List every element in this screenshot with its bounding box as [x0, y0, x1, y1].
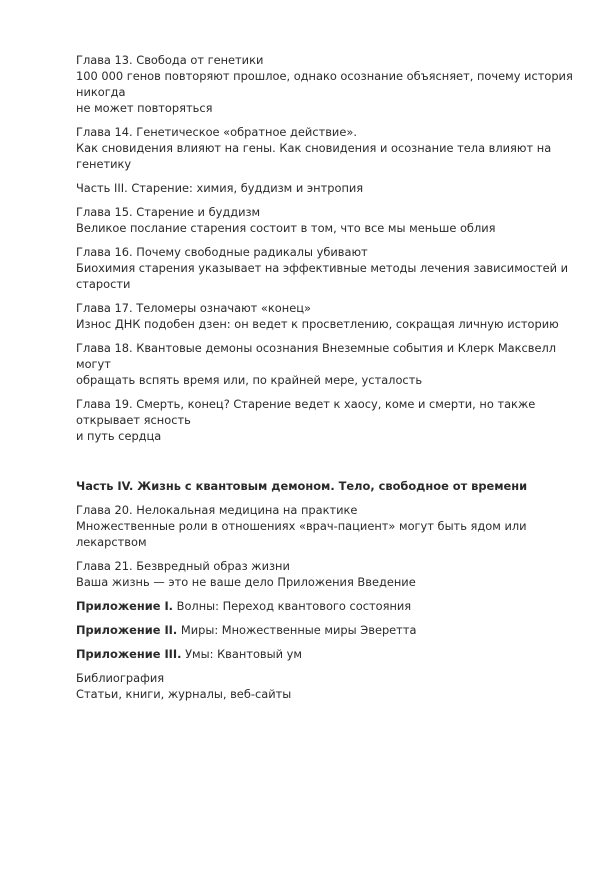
appendix-entry — [76, 646, 582, 662]
appendix-label: Приложение III. — [76, 647, 182, 661]
toc-entry-description: Биохимия старения указывает на эффективные методы лечения зависимостей и старости — [76, 261, 569, 291]
toc-section-part-iv — [76, 502, 582, 590]
toc-page — [76, 52, 582, 710]
appendices-list — [76, 598, 582, 662]
toc-entry-title: Глава 14. Генетическое «обратное действие». — [76, 125, 357, 139]
toc-entry — [76, 244, 582, 292]
toc-entry — [76, 300, 582, 332]
appendix-entry — [76, 598, 582, 614]
appendix-label: Приложение II. — [76, 623, 178, 637]
toc-entry-title: Глава 20. Нелокальная медицина на практике — [76, 503, 358, 517]
toc-entry — [76, 558, 582, 590]
toc-entry-title: Глава 19. Смерть, конец? Старение ведет к хаосу, коме и смерти, но также открывает ясность — [76, 397, 536, 427]
toc-entry-title: Глава 18. Квантовые демоны осознания Внеземные события и Клерк Максвелл могут — [76, 341, 557, 371]
toc-entry — [76, 340, 582, 388]
toc-entry — [76, 124, 582, 172]
toc-entry — [76, 180, 582, 196]
bibliography-description: Статьи, книги, журналы, веб-сайты — [76, 687, 292, 701]
toc-entry-description: Износ ДНК подобен дзен: он ведет к просветлению, сокращая личную историю — [76, 317, 559, 331]
toc-entry-title: Глава 21. Безвредный образ жизни — [76, 559, 290, 573]
part-iv-heading: Часть IV. Жизнь с квантовым демоном. Тело, свободное от времени — [76, 479, 528, 493]
toc-entry-title: Глава 13. Свобода от генетики — [76, 53, 264, 67]
toc-entry-description: не может повторяться — [76, 101, 213, 115]
appendix-entry — [76, 622, 582, 638]
toc-entry-title: Глава 16. Почему свободные радикалы убивают — [76, 245, 368, 259]
toc-entry-title: Глава 15. Старение и буддизм — [76, 205, 261, 219]
toc-entry-description: и путь сердца — [76, 429, 162, 443]
toc-entry-description: Великое послание старения состоит в том, что все мы меньше облия — [76, 221, 496, 235]
toc-entry-description: Как сновидения влияют на гены. Как сновидения и осознание тела влияют на генетику — [76, 141, 552, 171]
toc-section-parts-ii-iii — [76, 52, 582, 444]
toc-entry-description: Ваша жизнь — это не ваше дело Приложения Введение — [76, 575, 416, 589]
toc-entry — [76, 502, 582, 550]
appendix-title: Миры: Множественные миры Эверетта — [177, 623, 417, 637]
toc-entry — [76, 396, 582, 444]
toc-entry-title: Часть III. Старение: химия, буддизм и энтропия — [76, 181, 364, 195]
toc-entry-title: Глава 17. Теломеры означают «конец» — [76, 301, 311, 315]
bibliography-title: Библиография — [76, 671, 165, 685]
toc-entry — [76, 204, 582, 236]
appendix-title: Умы: Квантовый ум — [181, 647, 302, 661]
toc-entry-description: Множественные роли в отношениях «врач-пациент» могут быть ядом или лекарством — [76, 519, 527, 549]
section-spacer — [76, 452, 582, 478]
appendix-title: Волны: Переход квантового состояния — [173, 599, 412, 613]
bibliography-entry — [76, 670, 582, 702]
toc-entry — [76, 52, 582, 116]
toc-entry-description: обращать вспять время или, по крайней мере, усталость — [76, 373, 423, 387]
toc-entry-description: 100 000 генов повторяют прошлое, однако осознание объясняет, почему история никогда — [76, 69, 573, 99]
appendix-label: Приложение I. — [76, 599, 174, 613]
